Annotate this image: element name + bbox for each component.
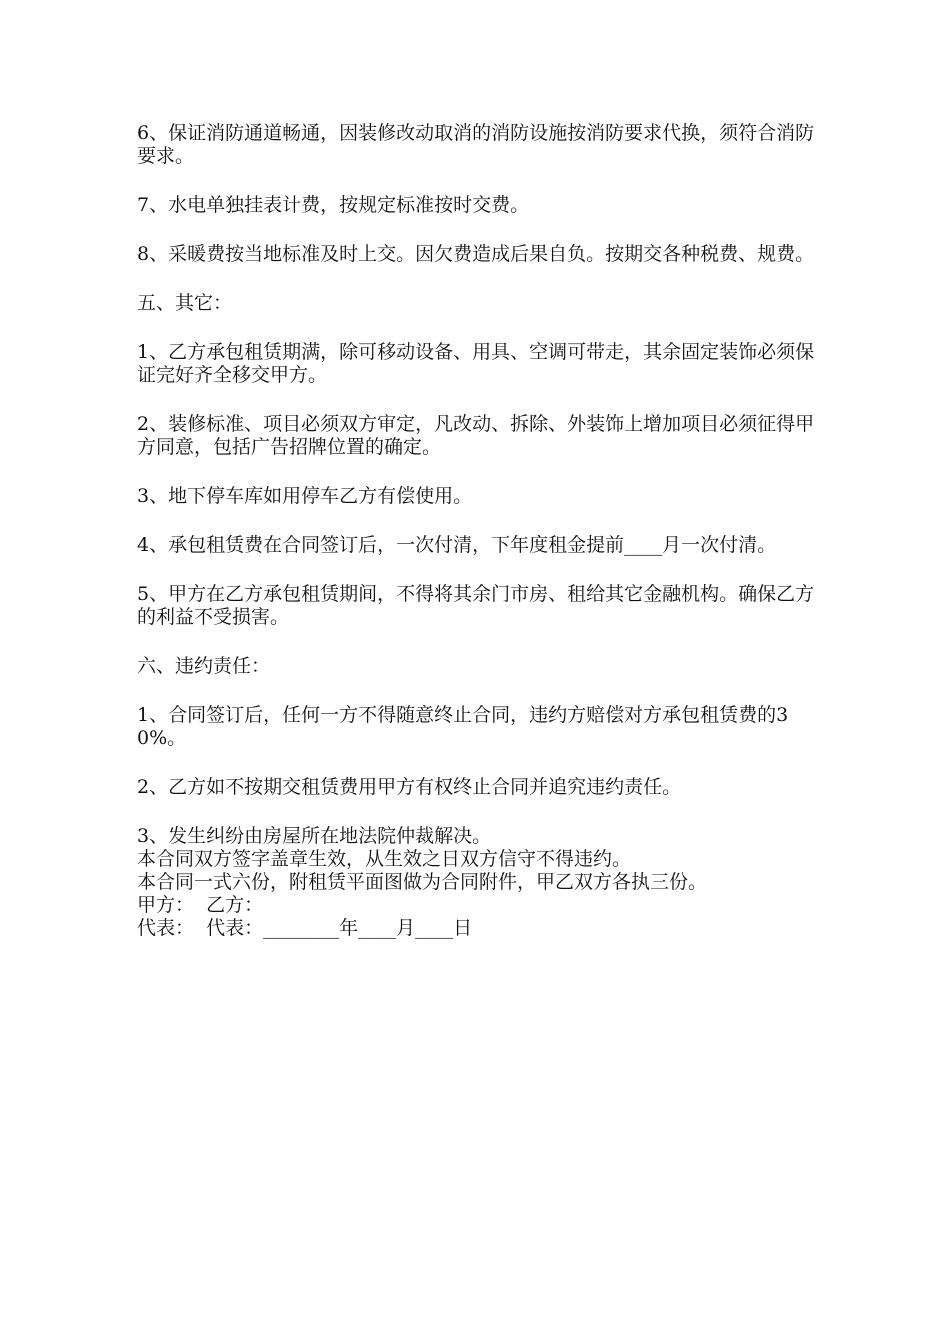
section-5-heading: 五、其它： xyxy=(137,292,233,314)
section-6-heading: 六、违约责任： xyxy=(137,655,271,677)
party-line: 甲方： 乙方： xyxy=(137,894,264,916)
section-5-item-2: 2、装修标准、项目必须双方审定，凡改动、拆除、外装饰上增加项目必须征得甲方同意，包括广告招牌位置的确定。 xyxy=(137,413,815,458)
clause-7: 7、水电单独挂表计费，按规定标准按时交费。 xyxy=(137,194,530,216)
copies-clause: 本合同一式六份，附租赁平面图做为合同附件，甲乙双方各执三份。 xyxy=(137,871,708,893)
contract-page xyxy=(137,122,817,940)
section-6-item-2: 2、乙方如不按期交租赁费用甲方有权终止合同并追究违约责任。 xyxy=(137,776,682,798)
section-6-item-1: 1、合同签订后，任何一方不得随意终止合同，违约方赔偿对方承包租赁费的30%。 xyxy=(137,704,789,749)
representative-date-line: 代表： 代表：________年____月____日 xyxy=(137,917,473,939)
clause-6: 6、保证消防通道畅通，因装修改动取消的消防设施按消防要求代换，须符合消防要求。 xyxy=(137,122,815,167)
section-6-item-3: 3、发生纠纷由房屋所在地法院仲裁解决。 xyxy=(137,825,492,847)
section-5-item-5: 5、甲方在乙方承包租赁期间，不得将其余门市房、租给其它金融机构。确保乙方的利益不受损害。 xyxy=(137,583,815,628)
section-5-item-4: 4、承包租赁费在合同签订后，一次付清，下年度租金提前____月一次付清。 xyxy=(137,534,777,556)
section-5-item-1: 1、乙方承包租赁期满，除可移动设备、用具、空调可带走，其余固定装饰必须保证完好齐全移交甲方。 xyxy=(137,341,815,386)
section-5-item-3: 3、地下停车库如用停车乙方有偿使用。 xyxy=(137,485,473,507)
clause-8: 8、采暖费按当地标准及时上交。因欠费造成后果自负。按期交各种税费、规费。 xyxy=(137,243,815,265)
effective-clause: 本合同双方签字盖章生效，从生效之日双方信守不得违约。 xyxy=(137,848,632,870)
